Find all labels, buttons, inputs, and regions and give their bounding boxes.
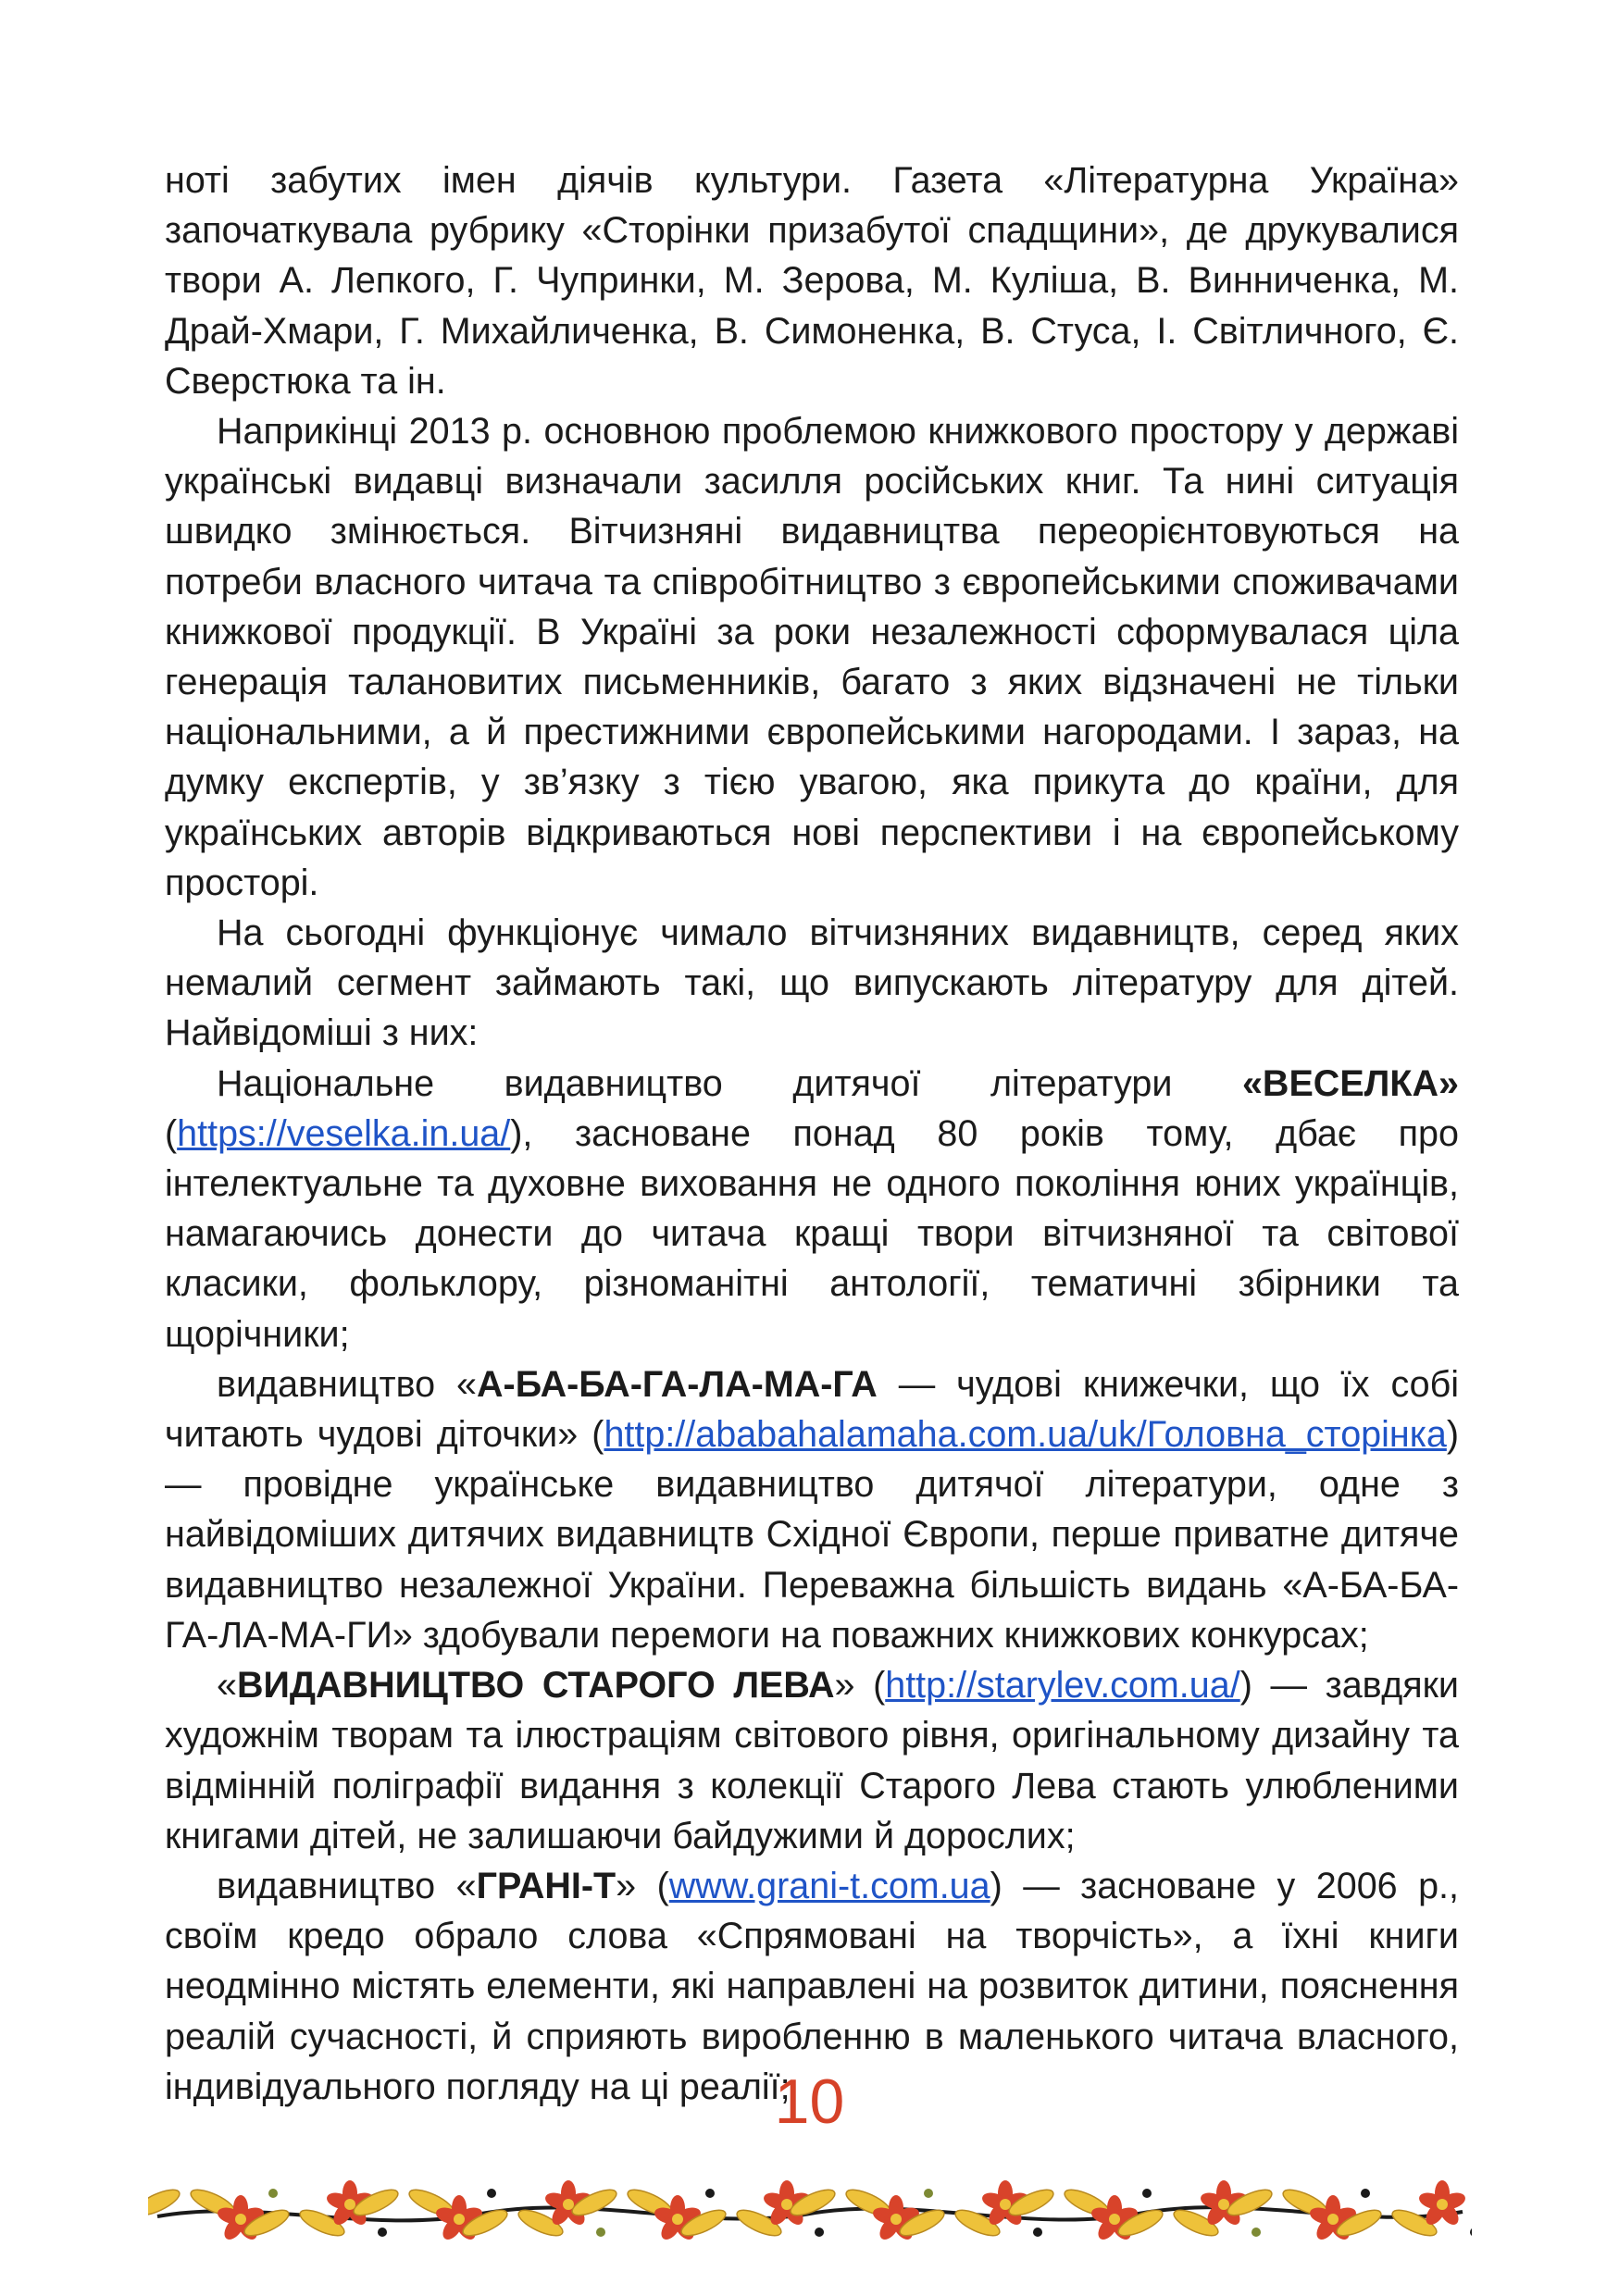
text-run: ноті забутих імен діячів культури. Газета «Літературна Україна» започаткувала рубрику «Сторінки призабутої спадщини», де друкувалися твори А. Лепкого, Г. Чупринки, М. Зерова, М. Куліша, В. Винниченка, М. Драй-Хмари, Г. Михайличенка, В. Симоненка, В. Стуса, І. Світличного, Є. Сверстюка та ін.: [165, 160, 1459, 402]
ornament-berry: [1142, 2189, 1152, 2198]
publisher-name: А-БА-БА-ГА-ЛА-МА-ГА: [477, 1363, 878, 1405]
ornament-berry: [1033, 2228, 1042, 2237]
text-run: Наприкінці 2013 р. основною проблемою книжкового простору у державі українські видавці визначали засилля російських книг. Та нині ситуація швидко змінюється. Вітчизняні видавництва переорієнтовуються на потреби власного читача та співробітництво з європейськими споживачами книжкової продукції. В Україні за роки незалежності сформувалася ціла генерація талановитих письменників, багато з яких відзначені не тільки національними, а й престижними європейськими нагородами. І зараз, на думку експертів, у зв’язку з тією увагою, яка прикута до країни, для українських авторів відкриваються нові перспективи і на європейському просторі.: [165, 411, 1459, 903]
text-run: видавництво «: [217, 1363, 478, 1405]
text-run: (: [165, 1112, 178, 1154]
ornament-flower-center: [1000, 2199, 1011, 2210]
text-run: «: [217, 1665, 237, 1706]
ornament-flower-center: [1327, 2214, 1339, 2225]
publisher-link[interactable]: http://starylev.com.ua/: [885, 1665, 1240, 1706]
ornament-flower-center: [235, 2214, 246, 2225]
publisher-name: ВИДАВНИЦТВО СТАРОГО ЛЕВА: [236, 1665, 835, 1706]
ornament-flower-center: [781, 2199, 792, 2210]
publisher-link[interactable]: http://ababahalamaha.com.ua/uk/Головна_сторінка: [604, 1414, 1447, 1456]
paragraph: [165, 155, 1459, 406]
text-run: ) — засноване у 2006 р., своїм кредо обрало слова «Спрямовані на творчість», а їхні книги неодмінно містять елементи, які направлені на розвиток дитини, пояснення реалій сучасності, й сприяють виробленню в маленького читача власного, індивідуального погляду на ці реалії;: [165, 1865, 1460, 2107]
ornament-flower-center: [672, 2214, 683, 2225]
ornament-flower-center: [344, 2199, 355, 2210]
page-number: 10: [774, 2066, 845, 2137]
text-run: » (: [834, 1665, 886, 1706]
publisher-name: ГРАНІ-Т: [476, 1865, 616, 1906]
ornament-flower-center: [1109, 2214, 1120, 2225]
ornament-berry: [705, 2189, 715, 2198]
ornament-berry: [815, 2228, 824, 2237]
ornament-flower-center: [890, 2214, 902, 2225]
ornament-berry: [596, 2228, 605, 2237]
paragraph: [165, 1059, 1459, 1359]
ornament-berry: [378, 2228, 387, 2237]
paragraph: [165, 406, 1459, 908]
ornament-berry: [1361, 2189, 1370, 2198]
text-run: — чудові книжечки, що їх собі читають чудові діточки» (: [165, 1363, 1460, 1456]
ornament-berry: [487, 2189, 496, 2198]
ornament-flower-center: [454, 2214, 465, 2225]
body-text: [165, 155, 1459, 2112]
floral-ornament: [148, 2166, 1472, 2258]
publisher-link[interactable]: https://veselka.in.ua/: [177, 1112, 511, 1154]
text-run: видавництво «: [217, 1865, 477, 1906]
ornament-flower-center: [1437, 2199, 1448, 2210]
ornament-berry: [268, 2189, 278, 2198]
text-run: » (: [616, 1865, 669, 1906]
ornament-flower-center: [1218, 2199, 1229, 2210]
ornament-berry: [924, 2189, 933, 2198]
ornament-flower-center: [563, 2199, 574, 2210]
text-run: ) — завдяки художнім творам та ілюстраціям світового рівня, оригінальному дизайну та відмінній поліграфії видання з колекції Старого Лева стають улюбленими книгами дітей, не залишаючи байдужими й дорослих;: [165, 1665, 1459, 1856]
text-run: На сьогодні функціонує чимало вітчизняних видавництв, серед яких немалий сегмент займають такі, що випускають літературу для дітей. Найвідоміші з них:: [165, 912, 1459, 1054]
ornament-berry: [1470, 2228, 1472, 2237]
paragraph: [165, 1359, 1459, 1660]
text-run: ), засноване понад 80 років тому, дбає про інтелектуальне та духовне виховання не одного покоління юних українців, намагаючись донести до читача кращі твори вітчизняної та світової класики, фольклору, різноманітні антології, тематичні збірники та щорічники;: [165, 1112, 1459, 1355]
ornament-berry: [1252, 2228, 1261, 2237]
paragraph: [165, 1660, 1459, 1861]
paragraph: [165, 908, 1459, 1059]
text-run: ) — провідне українське видавництво дитячої літератури, одне з найвідоміших дитячих видавництв Східної Європи, перше приватне дитяче видавництво незалежної України. Переважна більшість видань «А-БА-БА-ГА-ЛА-МА-ГИ» здобували перемоги на поважних книжкових конкурсах;: [165, 1414, 1459, 1656]
publisher-name: «ВЕСЕЛКА»: [1241, 1062, 1459, 1104]
text-run: Національне видавництво дитячої літератури: [217, 1062, 1242, 1104]
publisher-link[interactable]: www.grani-t.com.ua: [668, 1865, 990, 1906]
